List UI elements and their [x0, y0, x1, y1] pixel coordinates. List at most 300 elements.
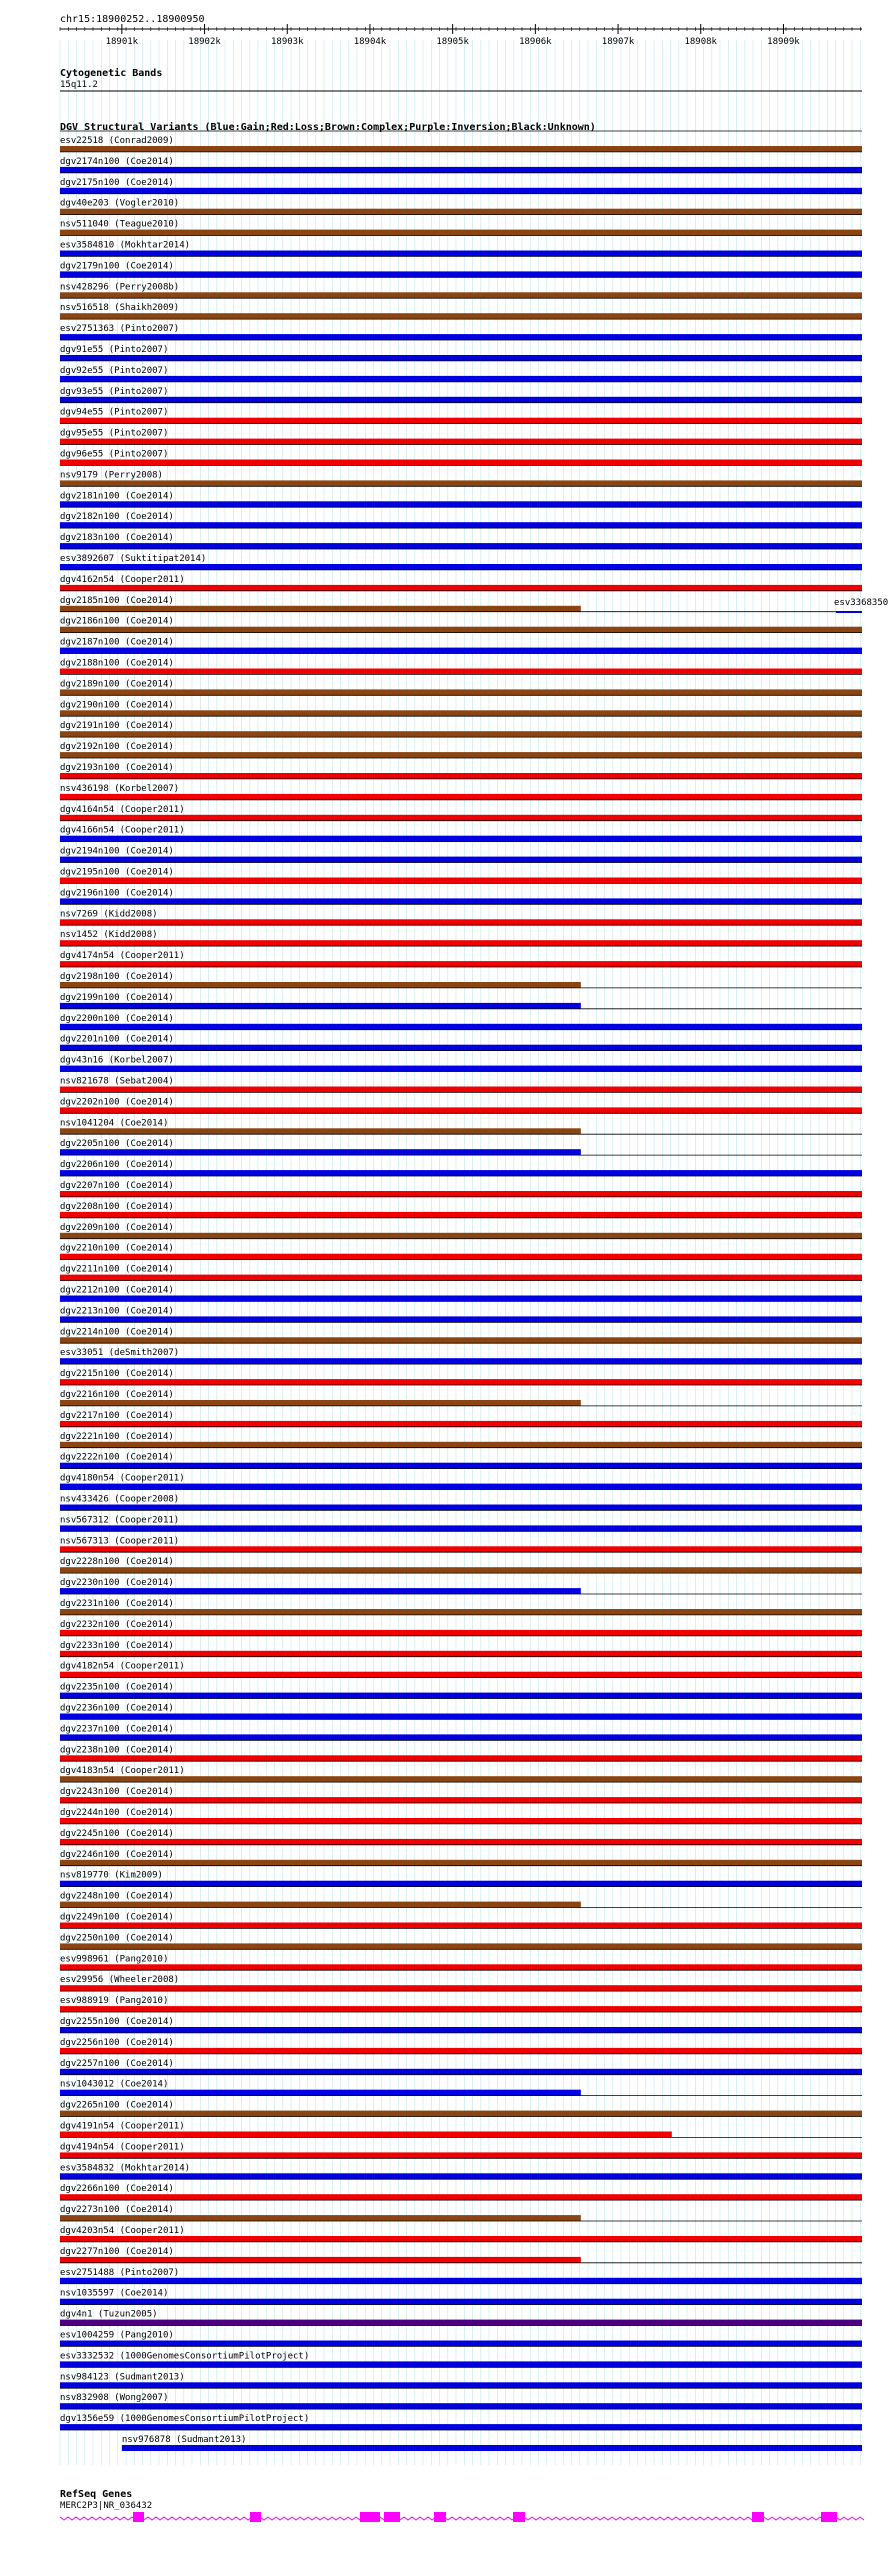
variant-row[interactable] [60, 2096, 862, 2117]
variant-row[interactable] [60, 1803, 862, 1824]
variant-label: nsv821678 (Sebat2004) [60, 1076, 174, 1087]
variant-label: dgv2256n100 (Coe2014) [60, 2037, 174, 2048]
variant-row[interactable] [60, 863, 862, 884]
variant-row[interactable] [60, 424, 862, 445]
gene-exon[interactable] [133, 2512, 144, 2522]
variant-row[interactable] [60, 1051, 862, 1072]
variant-label: dgv2179n100 (Coe2014) [60, 261, 174, 272]
variant-row[interactable] [60, 528, 862, 549]
variant-row[interactable] [60, 1322, 862, 1343]
variant-label: nsv984123 (Sudmant2013) [60, 2372, 185, 2383]
variant-row[interactable] [60, 883, 862, 904]
variant-label: nsv976878 (Sudmant2013) [121, 2435, 247, 2445]
variant-label: dgv2265n100 (Coe2014) [60, 2100, 174, 2111]
variant-bar[interactable] [60, 1567, 862, 1573]
variant-row[interactable] [60, 2200, 862, 2221]
variant-row[interactable] [60, 1155, 862, 1176]
variant-bar[interactable] [60, 1525, 862, 1531]
variant-label: esv33051 (deSmith2007) [60, 1348, 180, 1359]
variant-row[interactable] [60, 1092, 862, 1113]
variant-bar[interactable] [60, 251, 862, 257]
variant-label: nsv819770 (Kim2009) [60, 1870, 163, 1881]
variant-bar[interactable] [60, 2027, 862, 2033]
variant-bar[interactable] [60, 1107, 862, 1113]
variant-label: dgv2206n100 (Coe2014) [60, 1160, 174, 1171]
variant-row[interactable] [60, 570, 862, 591]
variant-row[interactable] [60, 2409, 862, 2430]
gene-intron-line [60, 2517, 864, 2520]
variant-row[interactable] [60, 2054, 862, 2075]
variant-bar[interactable] [60, 1275, 862, 1281]
variant-bar[interactable] [60, 794, 862, 800]
variant-bar[interactable] [60, 271, 862, 277]
variant-bar[interactable] [60, 1839, 862, 1845]
gene-exon[interactable] [513, 2512, 525, 2522]
variant-bar[interactable] [60, 648, 862, 654]
variant-row[interactable] [60, 758, 862, 779]
variant-row[interactable] [60, 1615, 862, 1636]
variant-row[interactable] [60, 1260, 862, 1281]
variant-row[interactable] [60, 1364, 862, 1385]
variant-bar[interactable] [60, 564, 862, 570]
variant-row[interactable] [60, 173, 862, 194]
variant-row[interactable] [60, 1782, 862, 1803]
variant-row[interactable] [60, 842, 862, 863]
variant-row[interactable] [60, 2117, 862, 2138]
variant-row[interactable] [60, 2179, 862, 2200]
variant-row[interactable] [60, 800, 862, 821]
variant-bar[interactable] [60, 2048, 862, 2054]
variant-label: nsv567313 (Cooper2011) [60, 1536, 180, 1547]
variant-row[interactable] [60, 1991, 862, 2012]
variant-bar[interactable] [60, 2090, 581, 2096]
variant-label: nsv428296 (Perry2008b) [60, 282, 180, 293]
variant-bar[interactable] [60, 1693, 862, 1699]
variant-bar[interactable] [60, 731, 862, 737]
variant-label: dgv2216n100 (Coe2014) [60, 1390, 174, 1400]
variant-bar[interactable] [60, 1379, 862, 1385]
variant-bar[interactable] [60, 2006, 862, 2012]
variant-bar[interactable] [60, 1776, 862, 1782]
variant-row[interactable] [60, 967, 862, 988]
variant-bar[interactable] [60, 1714, 862, 1720]
variant-label: nsv516518 (Shaikh2009) [60, 303, 180, 314]
variant-row[interactable] [60, 2367, 862, 2388]
ruler-tick-label: 18909k [767, 37, 800, 47]
gene-exon[interactable] [384, 2512, 400, 2522]
variant-row[interactable] [60, 654, 862, 675]
side-feature-label: esv3368350 [834, 598, 889, 608]
variant-bar[interactable] [60, 606, 581, 612]
variant-label: dgv2188n100 (Coe2014) [60, 658, 174, 669]
variant-label: dgv2202n100 (Coe2014) [60, 1097, 174, 1108]
variant-row[interactable] [60, 1970, 862, 1991]
variant-label: dgv2243n100 (Coe2014) [60, 1787, 174, 1798]
variant-bar[interactable] [60, 1964, 862, 1970]
variant-bar[interactable] [60, 1588, 581, 1594]
variant-bar[interactable] [60, 2341, 862, 2347]
variant-bar[interactable] [122, 2445, 862, 2451]
variant-bar[interactable] [60, 501, 862, 507]
variant-label: dgv2198n100 (Coe2014) [60, 972, 174, 982]
variant-bar[interactable] [60, 773, 862, 779]
ruler-ticks [60, 24, 860, 47]
variant-label: dgv2236n100 (Coe2014) [60, 1703, 174, 1714]
variant-row[interactable] [60, 2346, 862, 2367]
variant-bar[interactable] [60, 1923, 862, 1929]
variant-bar[interactable] [60, 1337, 862, 1343]
variant-label: dgv2266n100 (Coe2014) [60, 2184, 174, 2195]
variant-label: dgv2213n100 (Coe2014) [60, 1306, 174, 1317]
variant-row[interactable] [60, 674, 862, 695]
variant-bar[interactable] [60, 1045, 862, 1051]
variant-bar[interactable] [60, 355, 862, 361]
variant-row[interactable] [60, 361, 862, 382]
variant-bar[interactable] [60, 585, 862, 591]
variant-bar[interactable] [60, 2069, 862, 2075]
variant-row[interactable] [60, 1699, 862, 1720]
variant-bar[interactable] [60, 1797, 862, 1803]
variant-bar[interactable] [60, 1630, 862, 1636]
variant-row[interactable] [60, 1636, 862, 1657]
variant-bar[interactable] [60, 292, 862, 298]
refseq-track[interactable] [60, 2489, 864, 2522]
variant-bar[interactable] [60, 878, 862, 884]
variant-row[interactable] [60, 1072, 862, 1093]
variant-row[interactable] [60, 2263, 862, 2284]
variant-row[interactable] [60, 612, 862, 633]
variant-row[interactable] [60, 194, 862, 215]
variant-bar[interactable] [60, 1149, 581, 1155]
variant-bar[interactable] [60, 836, 862, 842]
variant-label: dgv4183n54 (Cooper2011) [60, 1766, 185, 1777]
variant-row[interactable] [60, 319, 862, 340]
gene-exon[interactable] [752, 2512, 764, 2522]
variant-row[interactable] [60, 152, 862, 173]
variant-label: dgv2248n100 (Coe2014) [60, 1891, 174, 1902]
variant-row[interactable] [60, 131, 862, 152]
ruler-tick-label: 18908k [684, 37, 717, 47]
variant-label: nsv832908 (Wong2007) [60, 2393, 169, 2404]
variant-label: dgv4n1 (Tuzun2005) [60, 2309, 158, 2320]
variant-bar[interactable] [60, 480, 862, 486]
variant-bar[interactable] [60, 2299, 862, 2305]
variant-bar[interactable] [60, 1003, 581, 1009]
variant-bar[interactable] [60, 689, 862, 695]
variant-row[interactable] [60, 340, 862, 361]
variant-row[interactable] [60, 737, 862, 758]
variant-bar[interactable] [60, 2320, 862, 2326]
variant-bar[interactable] [60, 2278, 862, 2284]
variant-row[interactable] [60, 2326, 862, 2347]
variant-row[interactable] [60, 1740, 862, 1761]
variant-row[interactable] [60, 2137, 862, 2158]
variant-row[interactable] [60, 1030, 862, 1051]
variant-bar[interactable] [60, 1902, 581, 1908]
variant-bar[interactable] [60, 543, 862, 549]
variant-label: dgv2231n100 (Coe2014) [60, 1599, 174, 1609]
variant-row[interactable] [60, 1824, 862, 1845]
side-feature[interactable] [834, 598, 888, 612]
variant-label: nsv567312 (Cooper2011) [60, 1515, 180, 1526]
gene-exon[interactable] [434, 2512, 446, 2522]
variant-bar[interactable] [60, 1233, 862, 1239]
variant-bar[interactable] [60, 1421, 862, 1427]
variant-row[interactable] [60, 633, 862, 654]
variant-row[interactable] [60, 298, 862, 319]
variant-bar[interactable] [60, 2132, 672, 2138]
variant-row[interactable] [60, 256, 862, 277]
variant-row[interactable] [60, 2075, 862, 2096]
variant-row[interactable] [60, 382, 862, 403]
variant-label: nsv7269 (Kidd2008) [60, 909, 158, 920]
variant-row[interactable] [60, 1427, 862, 1448]
variant-row[interactable] [60, 1218, 862, 1239]
variant-bar[interactable] [60, 1943, 862, 1949]
variant-row[interactable] [60, 2388, 862, 2409]
variant-bar[interactable] [60, 2382, 862, 2388]
variant-row[interactable] [60, 2242, 862, 2263]
variant-label: dgv2205n100 (Coe2014) [60, 1139, 174, 1150]
variant-row[interactable] [60, 988, 862, 1009]
variant-row[interactable] [60, 2284, 862, 2305]
variant-bar[interactable] [60, 857, 862, 863]
variant-label: dgv2228n100 (Coe2014) [60, 1557, 174, 1568]
variant-bar[interactable] [60, 146, 862, 152]
variant-bar[interactable] [60, 418, 862, 424]
variant-label: dgv2222n100 (Coe2014) [60, 1452, 174, 1463]
variant-label: dgv4166n54 (Cooper2011) [60, 825, 185, 836]
variant-row[interactable] [60, 277, 862, 298]
variant-bar[interactable] [60, 1755, 862, 1761]
variant-bar[interactable] [60, 815, 862, 821]
variant-row[interactable] [60, 465, 862, 486]
dgv-track[interactable] [60, 121, 888, 2451]
cytoband-track[interactable] [60, 67, 862, 91]
variant-row[interactable] [60, 1197, 862, 1218]
variant-label: dgv2233n100 (Coe2014) [60, 1640, 174, 1651]
variant-row[interactable] [60, 1510, 862, 1531]
variant-bar[interactable] [60, 669, 862, 675]
variant-row[interactable] [60, 1761, 862, 1782]
variant-bar[interactable] [60, 209, 862, 215]
variant-row[interactable] [60, 1490, 862, 1511]
variant-bar[interactable] [60, 2111, 862, 2117]
variant-row[interactable] [60, 2158, 862, 2179]
variant-label: dgv2273n100 (Coe2014) [60, 2205, 174, 2216]
variant-bar[interactable] [60, 1400, 581, 1406]
variant-bar[interactable] [60, 522, 862, 528]
background-grid [60, 40, 860, 2465]
variant-row[interactable] [60, 1281, 862, 1302]
variant-bar[interactable] [60, 1358, 862, 1364]
variant-bar[interactable] [60, 1546, 862, 1552]
variant-row[interactable] [60, 1887, 862, 1908]
variant-row[interactable] [60, 486, 862, 507]
variant-row[interactable] [60, 1908, 862, 1929]
variant-bar[interactable] [60, 1484, 862, 1490]
variant-label: esv3584810 (Mokhtar2014) [60, 240, 191, 251]
ruler-tick-label: 18901k [105, 37, 139, 47]
variant-row[interactable] [60, 2430, 862, 2451]
variant-bar[interactable] [60, 1651, 862, 1657]
variant-row[interactable] [60, 1678, 862, 1699]
variant-row[interactable] [60, 1301, 862, 1322]
variant-bar[interactable] [60, 1609, 862, 1615]
dgv-track-title: DGV Structural Variants (Blue:Gain;Red:Loss;Brown:Complex;Purple:Inversion;Black:Unknown) [60, 122, 596, 133]
variant-label: dgv4182n54 (Cooper2011) [60, 1661, 185, 1672]
variant-bar[interactable] [60, 313, 862, 319]
ruler-tick-label: 18903k [270, 37, 304, 47]
variant-bar[interactable] [60, 752, 862, 758]
variant-bar[interactable] [60, 1066, 862, 1072]
gene-model[interactable] [60, 2512, 864, 2522]
variant-row[interactable] [60, 716, 862, 737]
variant-bar[interactable] [60, 898, 862, 904]
variant-bar[interactable] [60, 2152, 862, 2158]
variant-label: esv3332532 (1000GenomesConsortiumPilotProject) [60, 2351, 310, 2362]
variant-row[interactable] [60, 549, 862, 570]
variant-label: dgv2208n100 (Coe2014) [60, 1201, 174, 1212]
variant-bar[interactable] [60, 627, 862, 633]
variant-bar[interactable] [60, 961, 862, 967]
variant-label: dgv2245n100 (Coe2014) [60, 1828, 174, 1839]
variant-row[interactable] [60, 1719, 862, 1740]
variant-row[interactable] [60, 1448, 862, 1469]
variant-row[interactable] [60, 507, 862, 528]
cytoband-label: 15q11.2 [60, 80, 98, 90]
variant-row[interactable] [60, 1928, 862, 1949]
variant-bar[interactable] [60, 230, 862, 236]
variant-label: esv2751488 (Pinto2007) [60, 2267, 180, 2278]
variant-row[interactable] [60, 779, 862, 800]
variant-bar[interactable] [60, 334, 862, 340]
variant-row[interactable] [60, 2221, 862, 2242]
variant-bar[interactable] [60, 2215, 581, 2221]
variant-row[interactable] [60, 1594, 862, 1615]
variant-bar[interactable] [60, 1128, 581, 1134]
variant-label: dgv43n16 (Korbel2007) [60, 1055, 174, 1066]
variant-row[interactable] [60, 1573, 862, 1594]
variant-row[interactable] [60, 1469, 862, 1490]
variant-row[interactable] [60, 215, 862, 236]
variant-row[interactable] [60, 2033, 862, 2054]
variant-bar[interactable] [60, 1734, 862, 1740]
variant-bar[interactable] [60, 2424, 862, 2430]
variant-bar[interactable] [60, 2361, 862, 2367]
variant-bar[interactable] [60, 2173, 862, 2179]
variant-row[interactable] [60, 1866, 862, 1887]
chrom-position-label: chr15:18900252..18900950 [60, 14, 205, 25]
variant-bar[interactable] [60, 167, 862, 173]
variant-bar[interactable] [60, 439, 862, 445]
variant-bar[interactable] [60, 1881, 862, 1887]
variant-bar[interactable] [60, 1463, 862, 1469]
variant-bar[interactable] [60, 710, 862, 716]
variant-label: dgv2187n100 (Coe2014) [60, 637, 174, 648]
variant-bar[interactable] [60, 397, 862, 403]
variant-row[interactable] [60, 1113, 862, 1134]
variant-bar[interactable] [60, 1505, 862, 1511]
variant-row[interactable] [60, 695, 862, 716]
gene-exon[interactable] [821, 2512, 837, 2522]
variant-bar[interactable] [60, 1212, 862, 1218]
variant-bar[interactable] [60, 2403, 862, 2409]
variant-bar[interactable] [60, 940, 862, 946]
variant-row[interactable] [60, 1134, 862, 1155]
variant-row[interactable] [60, 236, 862, 257]
gene-exon[interactable] [360, 2512, 380, 2522]
variant-row[interactable] [60, 821, 862, 842]
variant-label: esv29956 (Wheeler2008) [60, 1975, 180, 1986]
variant-bar[interactable] [60, 1985, 862, 1991]
variant-bar[interactable] [60, 919, 862, 925]
variant-row[interactable] [60, 1009, 862, 1030]
variant-row[interactable] [60, 1531, 862, 1552]
variant-bar[interactable] [60, 1296, 862, 1302]
variant-bar[interactable] [60, 1860, 862, 1866]
variant-label: esv988919 (Pang2010) [60, 1996, 169, 2007]
variant-row[interactable] [60, 1406, 862, 1427]
variant-label: dgv2277n100 (Coe2014) [60, 2246, 174, 2257]
variant-bar[interactable] [60, 982, 581, 988]
variant-row[interactable] [60, 403, 862, 424]
variant-row[interactable] [60, 1239, 862, 1260]
variant-row[interactable] [60, 1845, 862, 1866]
variant-bar[interactable] [60, 2257, 581, 2263]
variant-label: dgv2250n100 (Coe2014) [60, 1933, 174, 1944]
variant-bar[interactable] [60, 1254, 862, 1260]
variant-bar[interactable] [60, 1316, 862, 1322]
variant-label: dgv2238n100 (Coe2014) [60, 1745, 174, 1756]
variant-bar[interactable] [60, 188, 862, 194]
variant-bar[interactable] [60, 2236, 862, 2242]
variant-row[interactable] [60, 925, 862, 946]
variant-row[interactable] [60, 1552, 862, 1573]
variant-bar[interactable] [60, 2194, 862, 2200]
variant-label: dgv4194n54 (Cooper2011) [60, 2142, 185, 2153]
variant-row[interactable] [60, 1949, 862, 1970]
variant-bar[interactable] [60, 1818, 862, 1824]
variant-row[interactable] [60, 946, 862, 967]
cytoband-title: Cytogenetic Bands [60, 68, 163, 79]
variant-row[interactable] [60, 1343, 862, 1364]
variant-bar[interactable] [60, 1087, 862, 1093]
variant-bar[interactable] [60, 1442, 862, 1448]
variant-row[interactable] [60, 2012, 862, 2033]
variant-bar[interactable] [60, 376, 862, 382]
variant-label: dgv2192n100 (Coe2014) [60, 742, 174, 753]
variant-row[interactable] [60, 2305, 862, 2326]
variant-bar[interactable] [60, 1672, 862, 1678]
variant-bar[interactable] [60, 460, 862, 466]
variant-label: dgv4203n54 (Cooper2011) [60, 2226, 185, 2236]
variant-label: dgv1356e59 (1000GenomesConsortiumPilotProject) [60, 2414, 310, 2425]
gene-exon[interactable] [250, 2512, 261, 2522]
variant-label: dgv2183n100 (Coe2014) [60, 533, 174, 544]
variant-row[interactable] [60, 1385, 862, 1406]
variant-label: dgv2244n100 (Coe2014) [60, 1808, 174, 1818]
variant-row[interactable] [60, 904, 862, 925]
variant-row[interactable] [60, 591, 862, 612]
variant-row[interactable] [60, 1176, 862, 1197]
variant-bar[interactable] [60, 1191, 862, 1197]
variant-row[interactable] [60, 1657, 862, 1678]
variant-bar[interactable] [60, 1170, 862, 1176]
variant-bar[interactable] [60, 1024, 862, 1030]
ruler-track[interactable] [60, 14, 862, 47]
variant-row[interactable] [60, 445, 862, 466]
